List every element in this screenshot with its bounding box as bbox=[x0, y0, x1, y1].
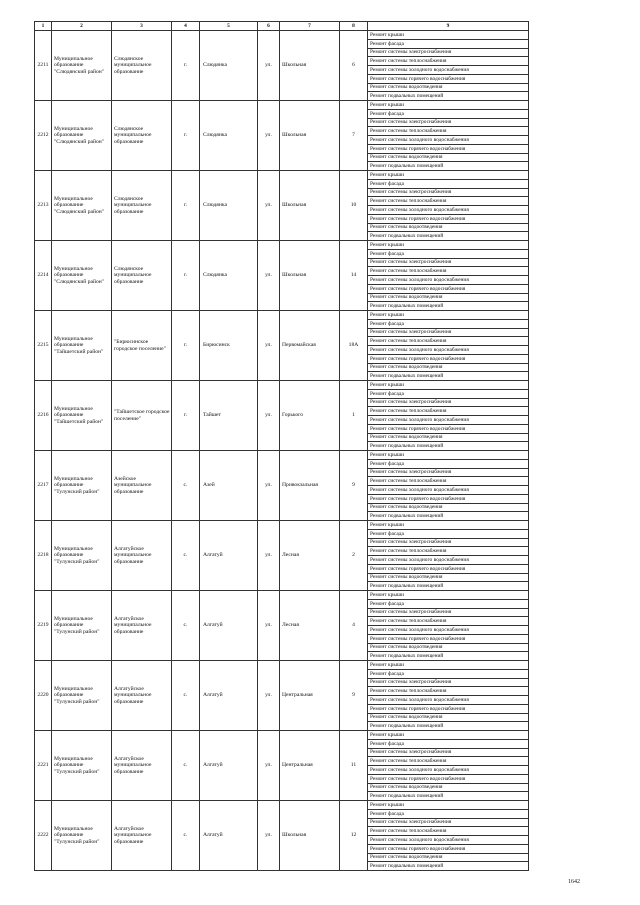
work-type-cell: Ремонт системы горячего водоснабжения bbox=[368, 424, 529, 433]
table-row bbox=[35, 381, 529, 390]
work-type-cell: Ремонт системы водоотведения bbox=[368, 853, 529, 862]
locality-type-cell: г. bbox=[172, 381, 200, 451]
street-type-cell: ул. bbox=[258, 311, 280, 381]
header-cell: 6 bbox=[258, 22, 280, 31]
work-type-cell: Ремонт системы холодного водоснабжения bbox=[368, 766, 529, 775]
work-type-cell: Ремонт системы водоотведения bbox=[368, 153, 529, 162]
row-number: 2211 bbox=[35, 31, 52, 101]
work-type-cell: Ремонт фасада bbox=[368, 809, 529, 818]
settlement-cell: Азейское муниципальное образование bbox=[112, 451, 172, 521]
work-type-cell: Ремонт фасада bbox=[368, 319, 529, 328]
table-body bbox=[35, 31, 529, 871]
work-type-cell: Ремонт системы электроснабжения bbox=[368, 748, 529, 757]
locality-type-cell: с. bbox=[172, 521, 200, 591]
work-type-cell: Ремонт фасада bbox=[368, 249, 529, 258]
work-type-cell: Ремонт системы электроснабжения bbox=[368, 258, 529, 267]
work-type-cell: Ремонт системы электроснабжения bbox=[368, 118, 529, 127]
work-type-cell: Ремонт системы электроснабжения bbox=[368, 468, 529, 477]
municipality-cell: Муниципальное образование "Тулунский район" bbox=[52, 451, 112, 521]
street-type-cell: ул. bbox=[258, 661, 280, 731]
house-number-cell: 10 bbox=[340, 171, 368, 241]
header-row bbox=[35, 22, 529, 31]
table-row bbox=[35, 101, 529, 110]
page-number: 1642 bbox=[568, 879, 580, 885]
municipality-cell: Муниципальное образование "Тулунский район" bbox=[52, 521, 112, 591]
street-name-cell: Центральная bbox=[280, 731, 340, 801]
house-number-cell: 7 bbox=[340, 101, 368, 171]
street-type-cell: ул. bbox=[258, 171, 280, 241]
settlement-cell: Слюдянское муниципальное образование bbox=[112, 101, 172, 171]
header-cell: 1 bbox=[35, 22, 52, 31]
street-name-cell: Лесная bbox=[280, 521, 340, 591]
row-number: 2222 bbox=[35, 801, 52, 871]
locality-name-cell: Алгатуй bbox=[200, 591, 258, 661]
work-type-cell: Ремонт фасада bbox=[368, 109, 529, 118]
street-name-cell: Первомайская bbox=[280, 311, 340, 381]
work-type-cell: Ремонт подвальных помещений bbox=[368, 372, 529, 381]
locality-name-cell: Слюдянка bbox=[200, 31, 258, 101]
work-type-cell: Ремонт крыши bbox=[368, 521, 529, 530]
street-type-cell: ул. bbox=[258, 101, 280, 171]
table-row bbox=[35, 31, 529, 40]
work-type-cell: Ремонт системы теплоснабжения bbox=[368, 197, 529, 206]
street-name-cell: Горького bbox=[280, 381, 340, 451]
work-type-cell: Ремонт системы холодного водоснабжения bbox=[368, 346, 529, 355]
locality-type-cell: г. bbox=[172, 311, 200, 381]
work-type-cell: Ремонт фасада bbox=[368, 599, 529, 608]
work-type-cell: Ремонт системы электроснабжения bbox=[368, 398, 529, 407]
work-type-cell: Ремонт подвальных помещений bbox=[368, 162, 529, 171]
locality-type-cell: г. bbox=[172, 31, 200, 101]
header-cell: 5 bbox=[200, 22, 258, 31]
work-type-cell: Ремонт подвальных помещений bbox=[368, 232, 529, 241]
header-cell: 9 bbox=[368, 22, 529, 31]
work-type-cell: Ремонт системы теплоснабжения bbox=[368, 687, 529, 696]
row-number: 2221 bbox=[35, 731, 52, 801]
header-cell: 2 bbox=[52, 22, 112, 31]
work-type-cell: Ремонт фасада bbox=[368, 529, 529, 538]
work-type-cell: Ремонт крыши bbox=[368, 311, 529, 320]
table-row bbox=[35, 241, 529, 250]
street-name-cell: Школьная bbox=[280, 101, 340, 171]
work-type-cell: Ремонт системы теплоснабжения bbox=[368, 477, 529, 486]
work-type-cell: Ремонт фасада bbox=[368, 459, 529, 468]
row-number: 2215 bbox=[35, 311, 52, 381]
street-name-cell: Привокзальная bbox=[280, 451, 340, 521]
work-type-cell: Ремонт подвальных помещений bbox=[368, 862, 529, 871]
header-cell: 7 bbox=[280, 22, 340, 31]
work-type-cell: Ремонт системы водоотведения bbox=[368, 503, 529, 512]
house-number-cell: 4 bbox=[340, 591, 368, 661]
street-type-cell: ул. bbox=[258, 521, 280, 591]
work-type-cell: Ремонт крыши bbox=[368, 171, 529, 180]
street-name-cell: Лесная bbox=[280, 591, 340, 661]
work-type-cell: Ремонт системы горячего водоснабжения bbox=[368, 74, 529, 83]
settlement-cell: Слюдянское муниципальное образование bbox=[112, 171, 172, 241]
table-row bbox=[35, 521, 529, 530]
municipality-cell: Муниципальное образование "Слюдянский район" bbox=[52, 101, 112, 171]
work-type-cell: Ремонт системы теплоснабжения bbox=[368, 407, 529, 416]
street-type-cell: ул. bbox=[258, 241, 280, 311]
row-number: 2214 bbox=[35, 241, 52, 311]
locality-type-cell: г. bbox=[172, 241, 200, 311]
work-type-cell: Ремонт системы горячего водоснабжения bbox=[368, 494, 529, 503]
work-type-cell: Ремонт системы холодного водоснабжения bbox=[368, 206, 529, 215]
locality-name-cell: Алгатуй bbox=[200, 521, 258, 591]
work-type-cell: Ремонт системы холодного водоснабжения bbox=[368, 556, 529, 565]
work-type-cell: Ремонт системы горячего водоснабжения bbox=[368, 564, 529, 573]
locality-type-cell: г. bbox=[172, 171, 200, 241]
settlement-cell: Алгатуйское муниципальное образование bbox=[112, 661, 172, 731]
work-type-cell: Ремонт фасада bbox=[368, 739, 529, 748]
municipality-cell: Муниципальное образование "Тайшетский район" bbox=[52, 311, 112, 381]
table-row bbox=[35, 451, 529, 460]
settlement-cell: Алгатуйское муниципальное образование bbox=[112, 521, 172, 591]
locality-name-cell: Тайшет bbox=[200, 381, 258, 451]
work-type-cell: Ремонт системы холодного водоснабжения bbox=[368, 276, 529, 285]
street-type-cell: ул. bbox=[258, 801, 280, 871]
header-cell: 3 bbox=[112, 22, 172, 31]
work-type-cell: Ремонт системы водоотведения bbox=[368, 83, 529, 92]
settlement-cell: Алгатуйское муниципальное образование bbox=[112, 591, 172, 661]
street-name-cell: Центральная bbox=[280, 661, 340, 731]
work-type-cell: Ремонт системы теплоснабжения bbox=[368, 547, 529, 556]
work-type-cell: Ремонт подвальных помещений bbox=[368, 792, 529, 801]
house-number-cell: 12 bbox=[340, 801, 368, 871]
locality-name-cell: Слюдянка bbox=[200, 241, 258, 311]
work-type-cell: Ремонт системы теплоснабжения bbox=[368, 337, 529, 346]
table-row bbox=[35, 661, 529, 670]
locality-type-cell: с. bbox=[172, 451, 200, 521]
settlement-cell: "Тайшетское городское поселение" bbox=[112, 381, 172, 451]
work-type-cell: Ремонт системы электроснабжения bbox=[368, 48, 529, 57]
locality-name-cell: Бирюсинск bbox=[200, 311, 258, 381]
locality-type-cell: с. bbox=[172, 801, 200, 871]
row-number: 2220 bbox=[35, 661, 52, 731]
municipality-cell: Муниципальное образование "Тулунский район" bbox=[52, 591, 112, 661]
house-number-cell: 14 bbox=[340, 241, 368, 311]
row-number: 2216 bbox=[35, 381, 52, 451]
work-type-cell: Ремонт подвальных помещений bbox=[368, 92, 529, 101]
street-name-cell: Школьная bbox=[280, 241, 340, 311]
work-type-cell: Ремонт системы холодного водоснабжения bbox=[368, 486, 529, 495]
work-type-cell: Ремонт фасада bbox=[368, 389, 529, 398]
work-type-cell: Ремонт системы горячего водоснабжения bbox=[368, 844, 529, 853]
row-number: 2213 bbox=[35, 171, 52, 241]
locality-type-cell: г. bbox=[172, 101, 200, 171]
work-type-cell: Ремонт подвальных помещений bbox=[368, 512, 529, 521]
work-type-cell: Ремонт системы холодного водоснабжения bbox=[368, 836, 529, 845]
work-type-cell: Ремонт фасада bbox=[368, 39, 529, 48]
table-row bbox=[35, 311, 529, 320]
settlement-cell: Слюдянское муниципальное образование bbox=[112, 31, 172, 101]
municipality-cell: Муниципальное образование "Тулунский район" bbox=[52, 731, 112, 801]
table-row bbox=[35, 171, 529, 180]
locality-name-cell: Алгатуй bbox=[200, 661, 258, 731]
work-type-cell: Ремонт системы теплоснабжения bbox=[368, 57, 529, 66]
work-type-cell: Ремонт системы водоотведения bbox=[368, 223, 529, 232]
work-type-cell: Ремонт системы холодного водоснабжения bbox=[368, 136, 529, 145]
row-number: 2212 bbox=[35, 101, 52, 171]
locality-name-cell: Алгатуй bbox=[200, 731, 258, 801]
work-type-cell: Ремонт системы теплоснабжения bbox=[368, 267, 529, 276]
locality-name-cell: Алгатуй bbox=[200, 801, 258, 871]
work-type-cell: Ремонт системы холодного водоснабжения bbox=[368, 66, 529, 75]
work-type-cell: Ремонт подвальных помещений bbox=[368, 722, 529, 731]
work-type-cell: Ремонт подвальных помещений bbox=[368, 442, 529, 451]
work-type-cell: Ремонт крыши bbox=[368, 241, 529, 250]
header-cell: 4 bbox=[172, 22, 200, 31]
work-type-cell: Ремонт крыши bbox=[368, 731, 529, 740]
address-program-table bbox=[34, 21, 529, 871]
work-type-cell: Ремонт подвальных помещений bbox=[368, 302, 529, 311]
work-type-cell: Ремонт подвальных помещений bbox=[368, 582, 529, 591]
street-name-cell: Школьная bbox=[280, 31, 340, 101]
municipality-cell: Муниципальное образование "Слюдянский район" bbox=[52, 31, 112, 101]
work-type-cell: Ремонт крыши bbox=[368, 801, 529, 810]
work-type-cell: Ремонт системы горячего водоснабжения bbox=[368, 704, 529, 713]
street-type-cell: ул. bbox=[258, 731, 280, 801]
municipality-cell: Муниципальное образование "Тулунский район" bbox=[52, 661, 112, 731]
street-name-cell: Школьная bbox=[280, 171, 340, 241]
settlement-cell: Алгатуйское муниципальное образование bbox=[112, 801, 172, 871]
header-cell: 8 bbox=[340, 22, 368, 31]
work-type-cell: Ремонт системы холодного водоснабжения bbox=[368, 696, 529, 705]
work-type-cell: Ремонт крыши bbox=[368, 591, 529, 600]
street-type-cell: ул. bbox=[258, 381, 280, 451]
house-number-cell: 18А bbox=[340, 311, 368, 381]
work-type-cell: Ремонт системы электроснабжения bbox=[368, 328, 529, 337]
work-type-cell: Ремонт крыши bbox=[368, 381, 529, 390]
work-type-cell: Ремонт фасада bbox=[368, 669, 529, 678]
work-type-cell: Ремонт системы теплоснабжения bbox=[368, 757, 529, 766]
work-type-cell: Ремонт крыши bbox=[368, 661, 529, 670]
work-type-cell: Ремонт системы холодного водоснабжения bbox=[368, 626, 529, 635]
house-number-cell: 11 bbox=[340, 731, 368, 801]
work-type-cell: Ремонт системы электроснабжения bbox=[368, 188, 529, 197]
locality-name-cell: Слюдянка bbox=[200, 101, 258, 171]
work-type-cell: Ремонт фасада bbox=[368, 179, 529, 188]
work-type-cell: Ремонт системы горячего водоснабжения bbox=[368, 634, 529, 643]
locality-type-cell: с. bbox=[172, 591, 200, 661]
house-number-cell: 9 bbox=[340, 451, 368, 521]
work-type-cell: Ремонт системы холодного водоснабжения bbox=[368, 416, 529, 425]
settlement-cell: Алгатуйское муниципальное образование bbox=[112, 731, 172, 801]
work-type-cell: Ремонт системы водоотведения bbox=[368, 363, 529, 372]
house-number-cell: 6 bbox=[340, 31, 368, 101]
work-type-cell: Ремонт системы горячего водоснабжения bbox=[368, 284, 529, 293]
table-row bbox=[35, 731, 529, 740]
work-type-cell: Ремонт подвальных помещений bbox=[368, 652, 529, 661]
work-type-cell: Ремонт системы горячего водоснабжения bbox=[368, 214, 529, 223]
locality-type-cell: с. bbox=[172, 661, 200, 731]
work-type-cell: Ремонт системы электроснабжения bbox=[368, 608, 529, 617]
work-type-cell: Ремонт системы водоотведения bbox=[368, 433, 529, 442]
house-number-cell: 2 bbox=[340, 521, 368, 591]
street-type-cell: ул. bbox=[258, 451, 280, 521]
work-type-cell: Ремонт системы теплоснабжения bbox=[368, 617, 529, 626]
municipality-cell: Муниципальное образование "Слюдянский район" bbox=[52, 171, 112, 241]
municipality-cell: Муниципальное образование "Тулунский район" bbox=[52, 801, 112, 871]
work-type-cell: Ремонт системы электроснабжения bbox=[368, 678, 529, 687]
settlement-cell: "Бирюсинское городское поселение" bbox=[112, 311, 172, 381]
work-type-cell: Ремонт системы водоотведения bbox=[368, 783, 529, 792]
house-number-cell: 9 bbox=[340, 661, 368, 731]
house-number-cell: 1 bbox=[340, 381, 368, 451]
locality-name-cell: Слюдянка bbox=[200, 171, 258, 241]
municipality-cell: Муниципальное образование "Слюдянский район" bbox=[52, 241, 112, 311]
row-number: 2217 bbox=[35, 451, 52, 521]
work-type-cell: Ремонт системы водоотведения bbox=[368, 713, 529, 722]
municipality-cell: Муниципальное образование "Тайшетский район" bbox=[52, 381, 112, 451]
work-type-cell: Ремонт системы теплоснабжения bbox=[368, 127, 529, 136]
work-type-cell: Ремонт системы электроснабжения bbox=[368, 818, 529, 827]
work-type-cell: Ремонт системы водоотведения bbox=[368, 293, 529, 302]
work-type-cell: Ремонт крыши bbox=[368, 31, 529, 40]
work-type-cell: Ремонт системы водоотведения bbox=[368, 573, 529, 582]
work-type-cell: Ремонт системы горячего водоснабжения bbox=[368, 144, 529, 153]
work-type-cell: Ремонт системы горячего водоснабжения bbox=[368, 354, 529, 363]
street-type-cell: ул. bbox=[258, 31, 280, 101]
locality-name-cell: Азей bbox=[200, 451, 258, 521]
street-type-cell: ул. bbox=[258, 591, 280, 661]
street-name-cell: Школьная bbox=[280, 801, 340, 871]
row-number: 2219 bbox=[35, 591, 52, 661]
table-row bbox=[35, 591, 529, 600]
work-type-cell: Ремонт системы теплоснабжения bbox=[368, 827, 529, 836]
work-type-cell: Ремонт системы горячего водоснабжения bbox=[368, 774, 529, 783]
work-type-cell: Ремонт крыши bbox=[368, 101, 529, 110]
work-type-cell: Ремонт крыши bbox=[368, 451, 529, 460]
settlement-cell: Слюдянское муниципальное образование bbox=[112, 241, 172, 311]
locality-type-cell: с. bbox=[172, 731, 200, 801]
work-type-cell: Ремонт системы водоотведения bbox=[368, 643, 529, 652]
work-type-cell: Ремонт системы электроснабжения bbox=[368, 538, 529, 547]
table-row bbox=[35, 801, 529, 810]
row-number: 2218 bbox=[35, 521, 52, 591]
